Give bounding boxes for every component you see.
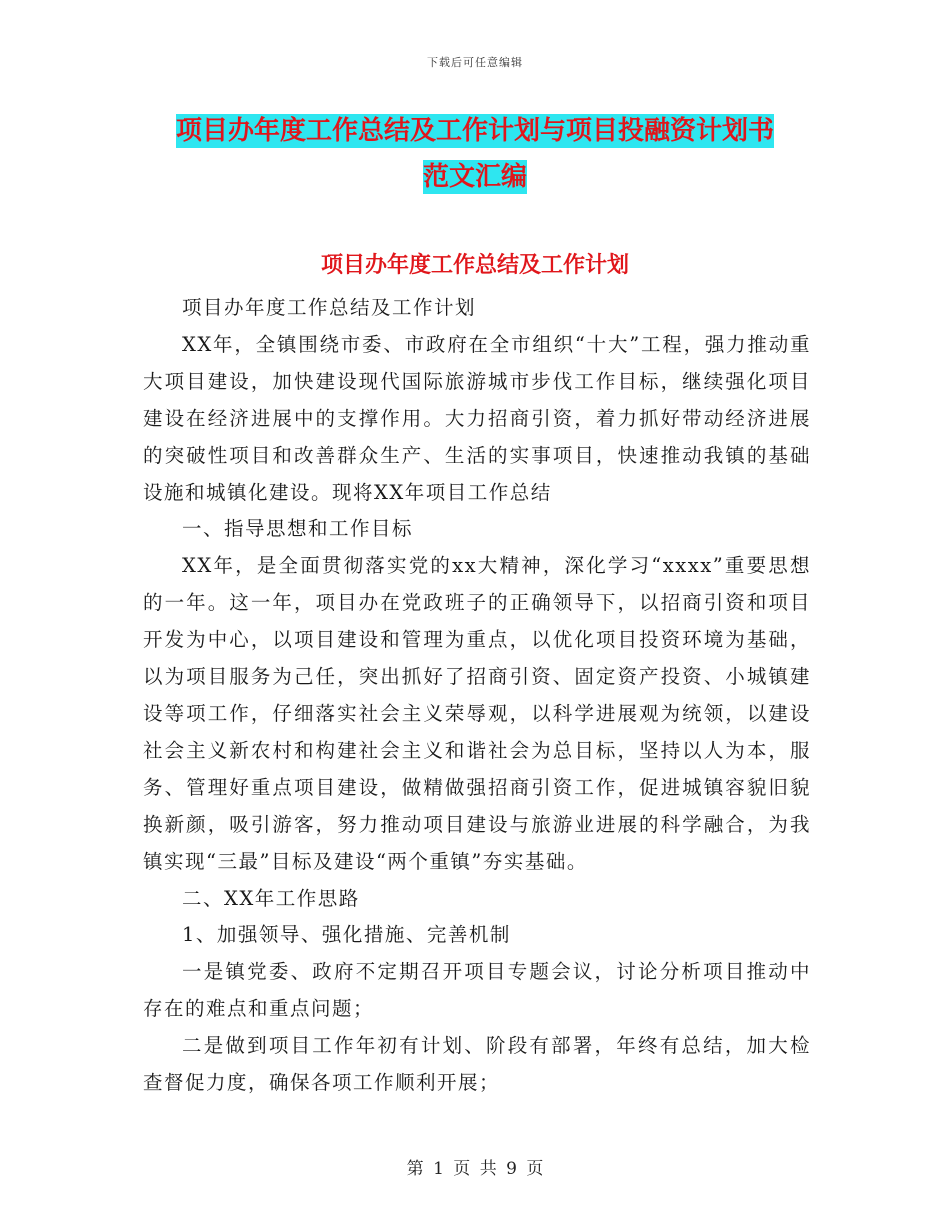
document-title [0,108,950,200]
document-title-line-1: 项目办年度工作总结及工作计划与项目投融资计划书 [175,116,774,146]
heading-work-approach: 二、XX年工作思路 [182,886,360,910]
document-title-line-2: 范文汇编 [422,162,527,192]
page-header-note: 下载后可任意编辑 [427,56,523,69]
page-number-footer: 第 1 页 共 9 页 [406,1159,544,1179]
paragraph-guiding-thought: XX年，是全面贯彻落实党的xx大精神，深化学习“xxxx”重要思想的一年。这一年，项目办在党政班子的正确领导下，以招商引资和项目开发为中心，以项目建设和管理为重点，以优化项目投资环境为基础，以为项目服务为己任，突出抓好了招商引资、固定资产投资、小城镇建设等项工作，仔细落实社会主义荣辱观，以科学进展观为统领，以建设社会主义新农村和构建社会主义和谐社会为总目标，坚持以人为本，服务、管理好重点项目建设，做精做强招商引资工作，促进城镇容貌旧貌换新颜，吸引游客，努力推动项目建设与旅游业进展的科学融合，为我镇实现“三最”目标及建设“两个重镇”夯实基础。 [143,554,811,873]
document-body [143,290,811,1102]
paragraph-intro: XX年，全镇围绕市委、市政府在全市组织“十大”工程，强力推动重大项目建设，加快建设现代国际旅游城市步伐工作目标，继续强化项目建设在经济进展中的支撑作用。大力招商引资，着力抓好带动经济进展的突破性项目和改善群众生产、生活的实事项目，快速推动我镇的基础设施和城镇化建设。现将XX年项目工作总结 [143,332,811,504]
subheading-leadership: 1、加强领导、强化措施、完善机制 [182,923,511,947]
paragraph-item-2: 二是做到项目工作年初有计划、阶段有部署，年终有总结，加大检查督促力度，确保各项工作顺利开展； [143,1034,811,1095]
paragraph-item-1: 一是镇党委、政府不定期召开项目专题会议，讨论分析项目推动中存在的难点和重点问题； [143,960,811,1021]
section-title: 项目办年度工作总结及工作计划 [320,253,629,278]
heading-guiding-thought: 一、指导思想和工作目标 [182,517,414,541]
paragraph-subtitle: 项目办年度工作总结及工作计划 [182,296,477,319]
